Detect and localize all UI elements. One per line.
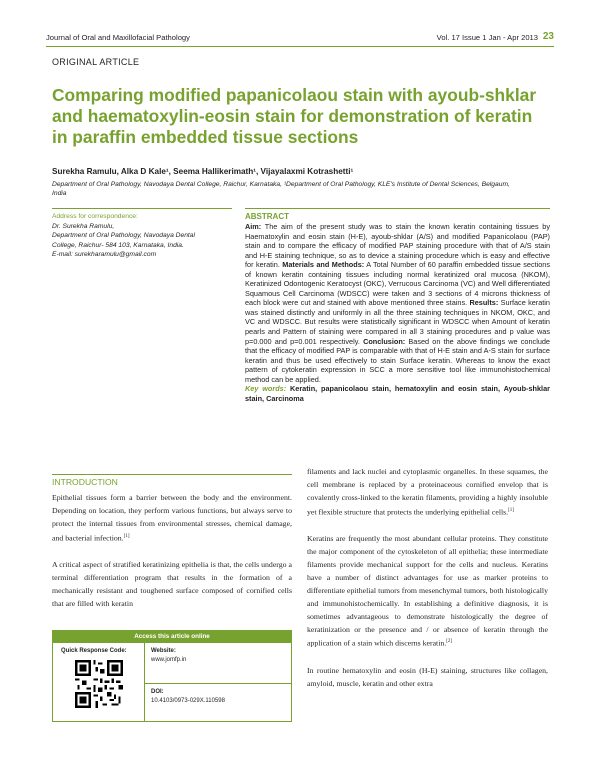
citation-ref[interactable]: [1] (508, 507, 514, 513)
issue-info: Vol. 17 Issue 1 Jan - Apr 2013 (436, 33, 538, 42)
affiliations: Department of Oral Pathology, Navodaya Dental College, Raichur, Karnataka, ¹Department of Oral Pathology, KLE's Institute of Dental Sciences, Belgaum, India (52, 181, 510, 198)
correspondence-address: College, Raichur- 584 103, Karnataka, India. (52, 241, 184, 249)
page-number: 23 (542, 31, 554, 42)
journal-name: Journal of Oral and Maxillofacial Pathology (46, 33, 190, 42)
body-column-right (307, 466, 548, 705)
author-list: Surekha Ramulu, Alka D Kale¹, Seema Hallikerimath¹, Vijayalaxmi Kotrashetti¹ (52, 167, 354, 176)
access-article-box (52, 630, 292, 722)
conclusion-label: Conclusion: (363, 336, 406, 346)
doi-link[interactable]: 10.4103/0973-029X.110598 (151, 698, 225, 704)
keywords-text: Keratin, papanicolaou stain, hematoxylin and eosin stain, Ayoub-shklar stain, Carcinoma (245, 384, 550, 403)
intro-paragraph-5: In routine hematoxylin and eosin (H-E) staining, structures like collagen, amyloid, muscle, keratin and other extra (307, 665, 548, 688)
abstract-heading: ABSTRACT (245, 212, 289, 221)
website-cell (151, 647, 186, 665)
doi-label: DOI: (151, 689, 164, 695)
website-link[interactable]: www.jomfp.in (151, 657, 187, 663)
intro-paragraph-4: Keratins are frequently the most abundant cellular proteins. They constitute the major component of the cytoskeleton of all epithelia; these intermediate filaments provide mechanical support for the cells and nucleus. Keratins have a number of distinct advantages for use as marker proteins to differentiate epithelial tumors from mesenchymal tumors, both histologically and immunohistochemically. In establishing a definitive diagnosis, it is sometimes advantageous to demonstrate histologically the degree of keratinization or the presence and / or absence of keratin through the application of a stain which discerns keratin.[2] (307, 534, 548, 649)
intro-paragraph-2: A critical aspect of stratified keratinizing epithelia is that, the cells undergo a terminal differentiation program that results in the formation of a mechanically resistant and toughened surface composed of cornified cells that are filled with keratin (52, 560, 292, 608)
conclusion-text: Based on the above findings we conclude that the efficacy of modified PAP is comparable with that of H-E stain and A-S stain for surface keratin and thus be used effectively to stain Surface keratin. Whereas to know the exact pattern of cytokeratin expression in SCC a more sensitive tool like immunohistochemical method can be applied. (245, 336, 550, 384)
article-type: ORIGINAL ARTICLE (52, 57, 140, 67)
intro-paragraph-3: filaments and lack nuclei and cytoplasmic organelles. In these squames, the cell membrane is replaced by a proteinaceous cornified envelop that is covalently cross-linked to the keratin filaments, providing a highly insoluble yet flexible structure that protects the underlying epithelial cells.[1] (307, 467, 548, 517)
running-header (46, 31, 554, 45)
aim-text: The aim of the present study was to stain the known keratin containing tissues by Haematoxylin and eosin stain (H-E), ayoub-shklar (A/S) and modified Papanicolaou (PAP) stain and to compare the efficacy of modified PAP staining procedure with that of A/S stain and H-E staining technique, so as to device a staining procedure which is easy and effective for keratin. (245, 222, 550, 270)
access-box-heading: Access this article online (53, 631, 291, 643)
box-divider (144, 683, 291, 684)
citation-ref[interactable]: [1] (123, 533, 130, 539)
doi-cell (151, 688, 225, 706)
correspondence-dept: Department of Oral Pathology, Navodaya Dental (52, 232, 195, 240)
keywords-label: Key words: (245, 384, 287, 394)
website-label: Website: (151, 648, 176, 654)
body-column-left (52, 492, 292, 625)
qr-code-image[interactable] (75, 660, 123, 708)
header-rule (46, 46, 554, 47)
qr-code-label: Quick Response Code: (61, 648, 127, 654)
citation-ref[interactable]: [2] (446, 639, 453, 645)
article-title: Comparing modified papanicolaou stain with ayoub-shklar and haematoxylin-eosin stain for demonstration of keratin in paraffin embedded tissue sections (52, 85, 537, 147)
correspondence-block (52, 208, 232, 260)
results-text: Surface keratin was stained distinctly and uniformly in all the three staining techniques in NKOM, OKC, and VC and WDSCC. But results were statistically significant in WDSCC when Amount of keratin pearls and Pattern of staining were compared in all 3 staining procedures and p value was p=0.000 and p=0.001 respectively. (245, 298, 550, 346)
abstract-block (245, 208, 550, 403)
correspondence-name: Dr. Surekha Ramulu, (52, 222, 115, 230)
methods-label: Materials and Methods: (282, 260, 365, 270)
aim-label: Aim: (245, 222, 262, 231)
methods-text: A Total Number of 60 paraffin embedded tissue sections of known keratin containing tissues including normal keratinized oral mucosa (NKOM), Keratinized Odontogenic Keratocyst (OKC), Verrucous Carcinoma (VC) and Well differentiated Squamous Cell Carcinoma (WDSCC) were taken and 3 sections of 4 microns thickness of each block were cut and stained with above mentioned three stains. (245, 260, 551, 308)
intro-paragraph-1: Epithelial tissues form a barrier between the body and the environment. Depending on location, they perform various functions, but always serve to protect the internal tissues from environmental stresses, chemical damage, and bacterial infection.[1] (52, 493, 292, 543)
introduction-heading: INTRODUCTION (52, 474, 292, 487)
box-divider (144, 643, 145, 721)
correspondence-email[interactable]: E-mail: surekharamulu@gmail.com (52, 251, 157, 259)
results-label: Results: (469, 298, 499, 308)
correspondence-heading: Address for correspondence: (52, 213, 138, 220)
